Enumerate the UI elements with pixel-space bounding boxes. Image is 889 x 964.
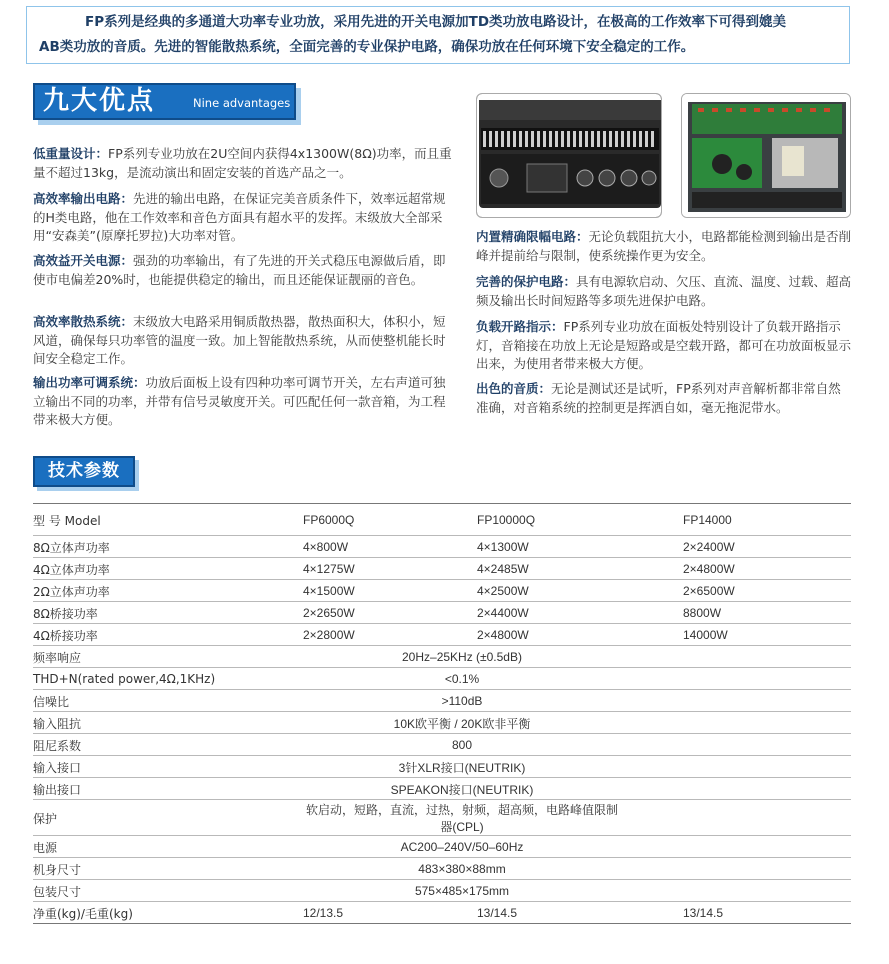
advantage-item: 输出功率可调系统：功放后面板上设有四种功率可调节开关，左右声道可独立输出不同的功率，并带有信号灵敏度开关。可匹配任何一款音箱，为工程带来极大方便。 <box>33 375 446 427</box>
front-panel-image <box>477 94 662 218</box>
table-row: 4Ω立体声功率 4×1275W 4×2485W 2×4800W <box>33 558 851 580</box>
advantages-subtitle: Nine advantages <box>193 96 291 110</box>
table-row: 输入阻抗 10K欧平衡 / 20K欧非平衡 <box>33 712 851 734</box>
advantage-item: 负载开路指示：FP系列专业功放在面板处特别设计了负载开路指示灯，音箱接在功放上无论是短路或是空载开路，都可在功放面板显示出来，为使用者带来极大方便。 <box>476 319 852 371</box>
advantage-item: 高效率散热系统：末级放大电路采用铜质散热器，散热面积大，体积小，短风道，确保每只功率管的温度一致。加上智能散热系统，从而使整机能长时间安全稳定工作。 <box>33 314 446 366</box>
specs-banner <box>33 456 139 489</box>
internal-board-photo <box>681 93 851 218</box>
advantage-item: 内置精确限幅电路：无论负载阻抗大小，电路都能检测到输出是否削峰并提前给与限制，使系统操作更为安全。 <box>476 229 852 263</box>
advantage-item: 高效益开关电源：强劲的功率输出，有了先进的开关式稳压电源做后盾，即使市电偏差20%时，也能提供稳定的输出，而且还能保证靓丽的音色。 <box>33 253 446 287</box>
specs-title: 技术参数 <box>33 456 135 487</box>
advantage-item: 高效率输出电路：先进的输出电路，在保证完美音质条件下，效率远超常规的H类电路，他在工作效率和音色方面具有超水平的发挥。末级放大全部采用“安森美”(原摩托罗拉)大功率对管。 <box>33 191 446 243</box>
model-label: 型 号 Model <box>33 504 303 536</box>
specs-table <box>33 503 851 924</box>
advantages-banner <box>33 83 301 123</box>
advantage-item: 出色的音质：无论是测试还是试听，FP系列对声音解析都非常自然准确，对音箱系统的控制更是挥洒自如，毫无拖泥带水。 <box>476 381 841 415</box>
advantage-item: 完善的保护电路：具有电源软启动、欠压、直流、温度、过载、超高频及输出长时间短路等多项先进保护电路。 <box>476 274 852 308</box>
table-row: 2Ω立体声功率 4×1500W 4×2500W 2×6500W <box>33 580 851 602</box>
intro-box <box>26 6 850 64</box>
table-row: 4Ω桥接功率 2×2800W 2×4800W 14000W <box>33 624 851 646</box>
model-fp6000q: FP6000Q <box>303 504 477 536</box>
advantages-title: 九大优点 <box>43 86 156 116</box>
intro-line-1: FP系列是经典的多通道大功率专业功放，采用先进的开关电源加TD类功放电路设计，在极高的工作效率下可得到媲美 <box>85 14 787 30</box>
table-row: 8Ω桥接功率 2×2650W 2×4400W 8800W <box>33 602 851 624</box>
table-row: 输入接口 3针XLR接口(NEUTRIK) <box>33 756 851 778</box>
table-row: 净重(kg)/毛重(kg) 12/13.5 13/14.5 13/14.5 <box>33 902 851 924</box>
model-fp14000: FP14000 <box>683 504 851 536</box>
table-row: 8Ω立体声功率 4×800W 4×1300W 2×2400W <box>33 536 851 558</box>
table-header-row <box>33 504 851 536</box>
table-row: 阻尼系数 800 <box>33 734 851 756</box>
table-row: 机身尺寸 483×380×88mm <box>33 858 851 880</box>
table-row: 输出接口 SPEAKON接口(NEUTRIK) <box>33 778 851 800</box>
advantage-item: 低重量设计：FP系列专业功放在2U空间内获得4x1300W(8Ω)功率，而且重量不超过13kg，是流动演出和固定安装的首选产品之一。 <box>33 146 452 180</box>
internal-board-image <box>682 94 851 218</box>
intro-line-2: AB类功放的音质。先进的智能散热系统，全面完善的专业保护电路，确保功放在任何环境下安全稳定的工作。 <box>39 39 695 55</box>
table-row: 频率响应 20Hz–25KHz (±0.5dB) <box>33 646 851 668</box>
table-row: 电源 AC200–240V/50–60Hz <box>33 836 851 858</box>
table-row: 保护 软启动，短路，直流，过热，射频，超高频，电路峰值限制器(CPL) <box>33 800 851 836</box>
table-row: 包装尺寸 575×485×175mm <box>33 880 851 902</box>
table-row: THD+N(rated power,4Ω,1KHz) <0.1% <box>33 668 851 690</box>
table-row: 信噪比 >110dB <box>33 690 851 712</box>
front-panel-photo <box>476 93 662 218</box>
model-fp10000q: FP10000Q <box>477 504 683 536</box>
